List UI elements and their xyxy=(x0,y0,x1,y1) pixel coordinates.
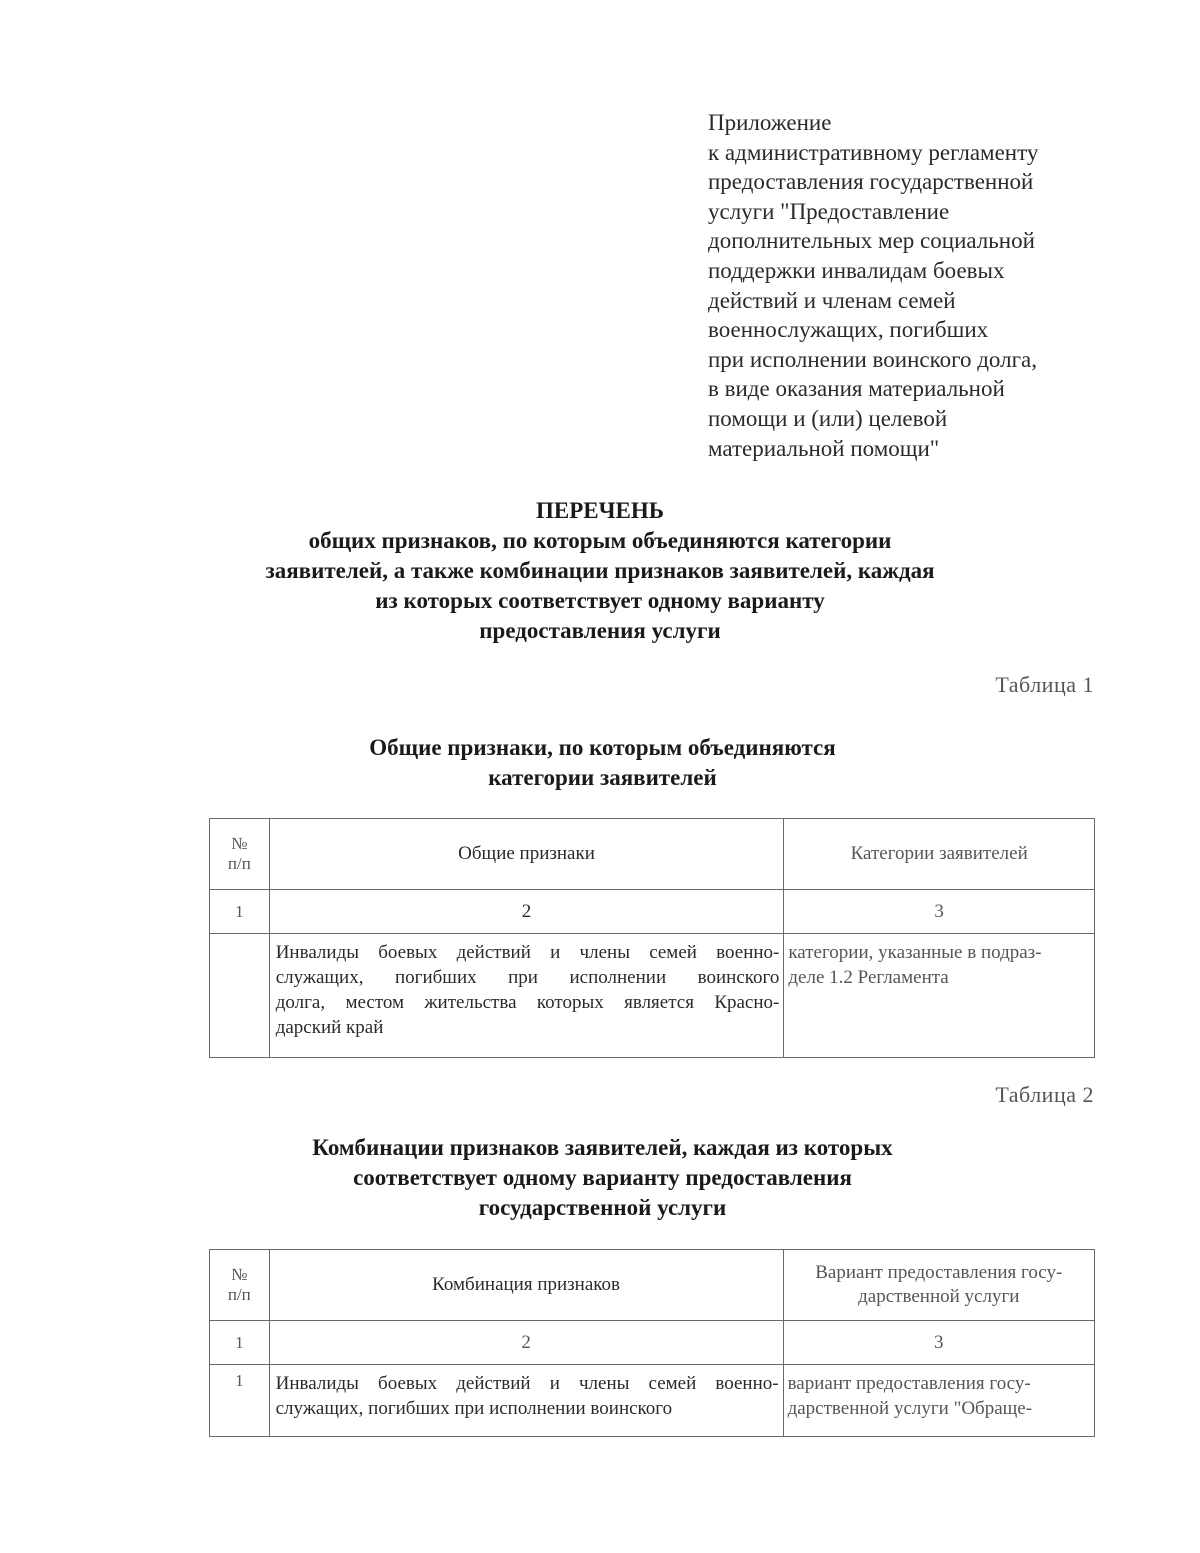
table2-title xyxy=(150,1133,1055,1223)
table1-title-line: Общие признаки, по которым объединяются xyxy=(369,735,836,760)
appendix-line: поддержки инвалидам боевых xyxy=(708,257,1005,283)
table-row xyxy=(210,1365,1095,1437)
table1 xyxy=(209,818,1095,1058)
appendix-header xyxy=(708,108,1148,463)
table2-row-combination xyxy=(269,1365,783,1437)
appendix-line: Приложение xyxy=(708,110,832,135)
table2-header-variant xyxy=(783,1250,1094,1321)
table2-header-num xyxy=(210,1250,270,1321)
table2-header-row xyxy=(210,1250,1095,1321)
table1-header-row xyxy=(210,819,1095,890)
header-line: Вариант предоставления госу- xyxy=(815,1262,1063,1283)
cell-line: Инвалиды боевых действий и члены семей военно- xyxy=(275,942,780,963)
cell-line: категории, указанные в подраз- xyxy=(788,942,1042,963)
header-num-abbr: п/п xyxy=(227,854,251,873)
appendix-line: к административному регламенту xyxy=(708,139,1039,165)
header-num-abbr: п/п xyxy=(227,1285,251,1304)
cell-line: служащих, погибших при исполнении воинского xyxy=(275,967,780,988)
cell-line: служащих, погибших при исполнении воинского xyxy=(275,1398,673,1419)
appendix-line: предоставления государственной xyxy=(708,169,1034,195)
table1-col-number: 1 xyxy=(210,890,270,934)
table2-title-line: государственной услуги xyxy=(478,1195,727,1220)
table1-title xyxy=(150,733,1055,793)
appendix-line: помощи и (или) целевой xyxy=(708,405,948,431)
table2-title-line: соответствует одному варианту предоставления xyxy=(353,1165,852,1190)
header-line: дарственной услуги xyxy=(858,1286,1020,1307)
table1-row-features xyxy=(269,934,784,1058)
cell-line: дарский край xyxy=(275,1017,384,1038)
table-row xyxy=(210,934,1095,1058)
table2 xyxy=(209,1249,1095,1437)
table1-header-num xyxy=(210,819,270,890)
table1-numbering-row xyxy=(210,890,1095,934)
table1-header-features: Общие признаки xyxy=(269,819,784,890)
table1-row-categories xyxy=(784,934,1095,1058)
cell-line: дарственной услуги "Обраще- xyxy=(787,1398,1033,1419)
appendix-line: дополнительных мер социальной xyxy=(708,228,1035,254)
table1-col-number: 3 xyxy=(784,890,1095,934)
table1-header-categories: Категории заявителей xyxy=(784,819,1095,890)
table2-title-line: Комбинации признаков заявителей, каждая из которых xyxy=(312,1135,893,1160)
table2-header-combination: Комбинация признаков xyxy=(269,1250,783,1321)
title-line: общих признаков, по которым объединяются категории xyxy=(308,528,892,553)
table1-title-line: категории заявителей xyxy=(488,765,717,790)
table2-col-number: 2 xyxy=(269,1321,783,1365)
title-heading: ПЕРЕЧЕНЬ xyxy=(536,498,664,523)
table2-row-variant xyxy=(783,1365,1094,1437)
title-line: из которых соответствует одному варианту xyxy=(375,588,825,613)
table2-numbering-row xyxy=(210,1321,1095,1365)
appendix-line: услуги "Предоставление xyxy=(708,198,950,224)
title-line: заявителей, а также комбинации признаков заявителей, каждая xyxy=(265,558,935,583)
table2-col-number: 1 xyxy=(210,1321,270,1365)
header-num-symbol: № xyxy=(231,1265,248,1284)
title-line: предоставления услуги xyxy=(479,618,721,643)
appendix-line: действий и членам семей xyxy=(708,287,956,313)
cell-line: долга, местом жительства которых является Красно- xyxy=(275,992,780,1013)
cell-line: деле 1.2 Регламента xyxy=(788,967,949,988)
document-title xyxy=(150,496,1050,646)
table2-col-number: 3 xyxy=(783,1321,1094,1365)
table1-label: Таблица 1 xyxy=(995,672,1094,697)
appendix-line: военнослужащих, погибших xyxy=(708,317,989,343)
cell-line: Инвалиды боевых действий и члены семей военно- xyxy=(275,1373,779,1394)
appendix-line: материальной помощи" xyxy=(708,435,940,461)
appendix-line: при исполнении воинского долга, xyxy=(708,346,1037,372)
header-num-symbol: № xyxy=(231,834,248,853)
cell-line: вариант предоставления госу- xyxy=(787,1373,1031,1394)
table1-row-num xyxy=(210,934,270,1058)
appendix-line: в виде оказания материальной xyxy=(708,376,1005,402)
table2-label: Таблица 2 xyxy=(995,1082,1094,1107)
table2-row-num: 1 xyxy=(210,1365,270,1437)
table1-col-number: 2 xyxy=(269,890,784,934)
